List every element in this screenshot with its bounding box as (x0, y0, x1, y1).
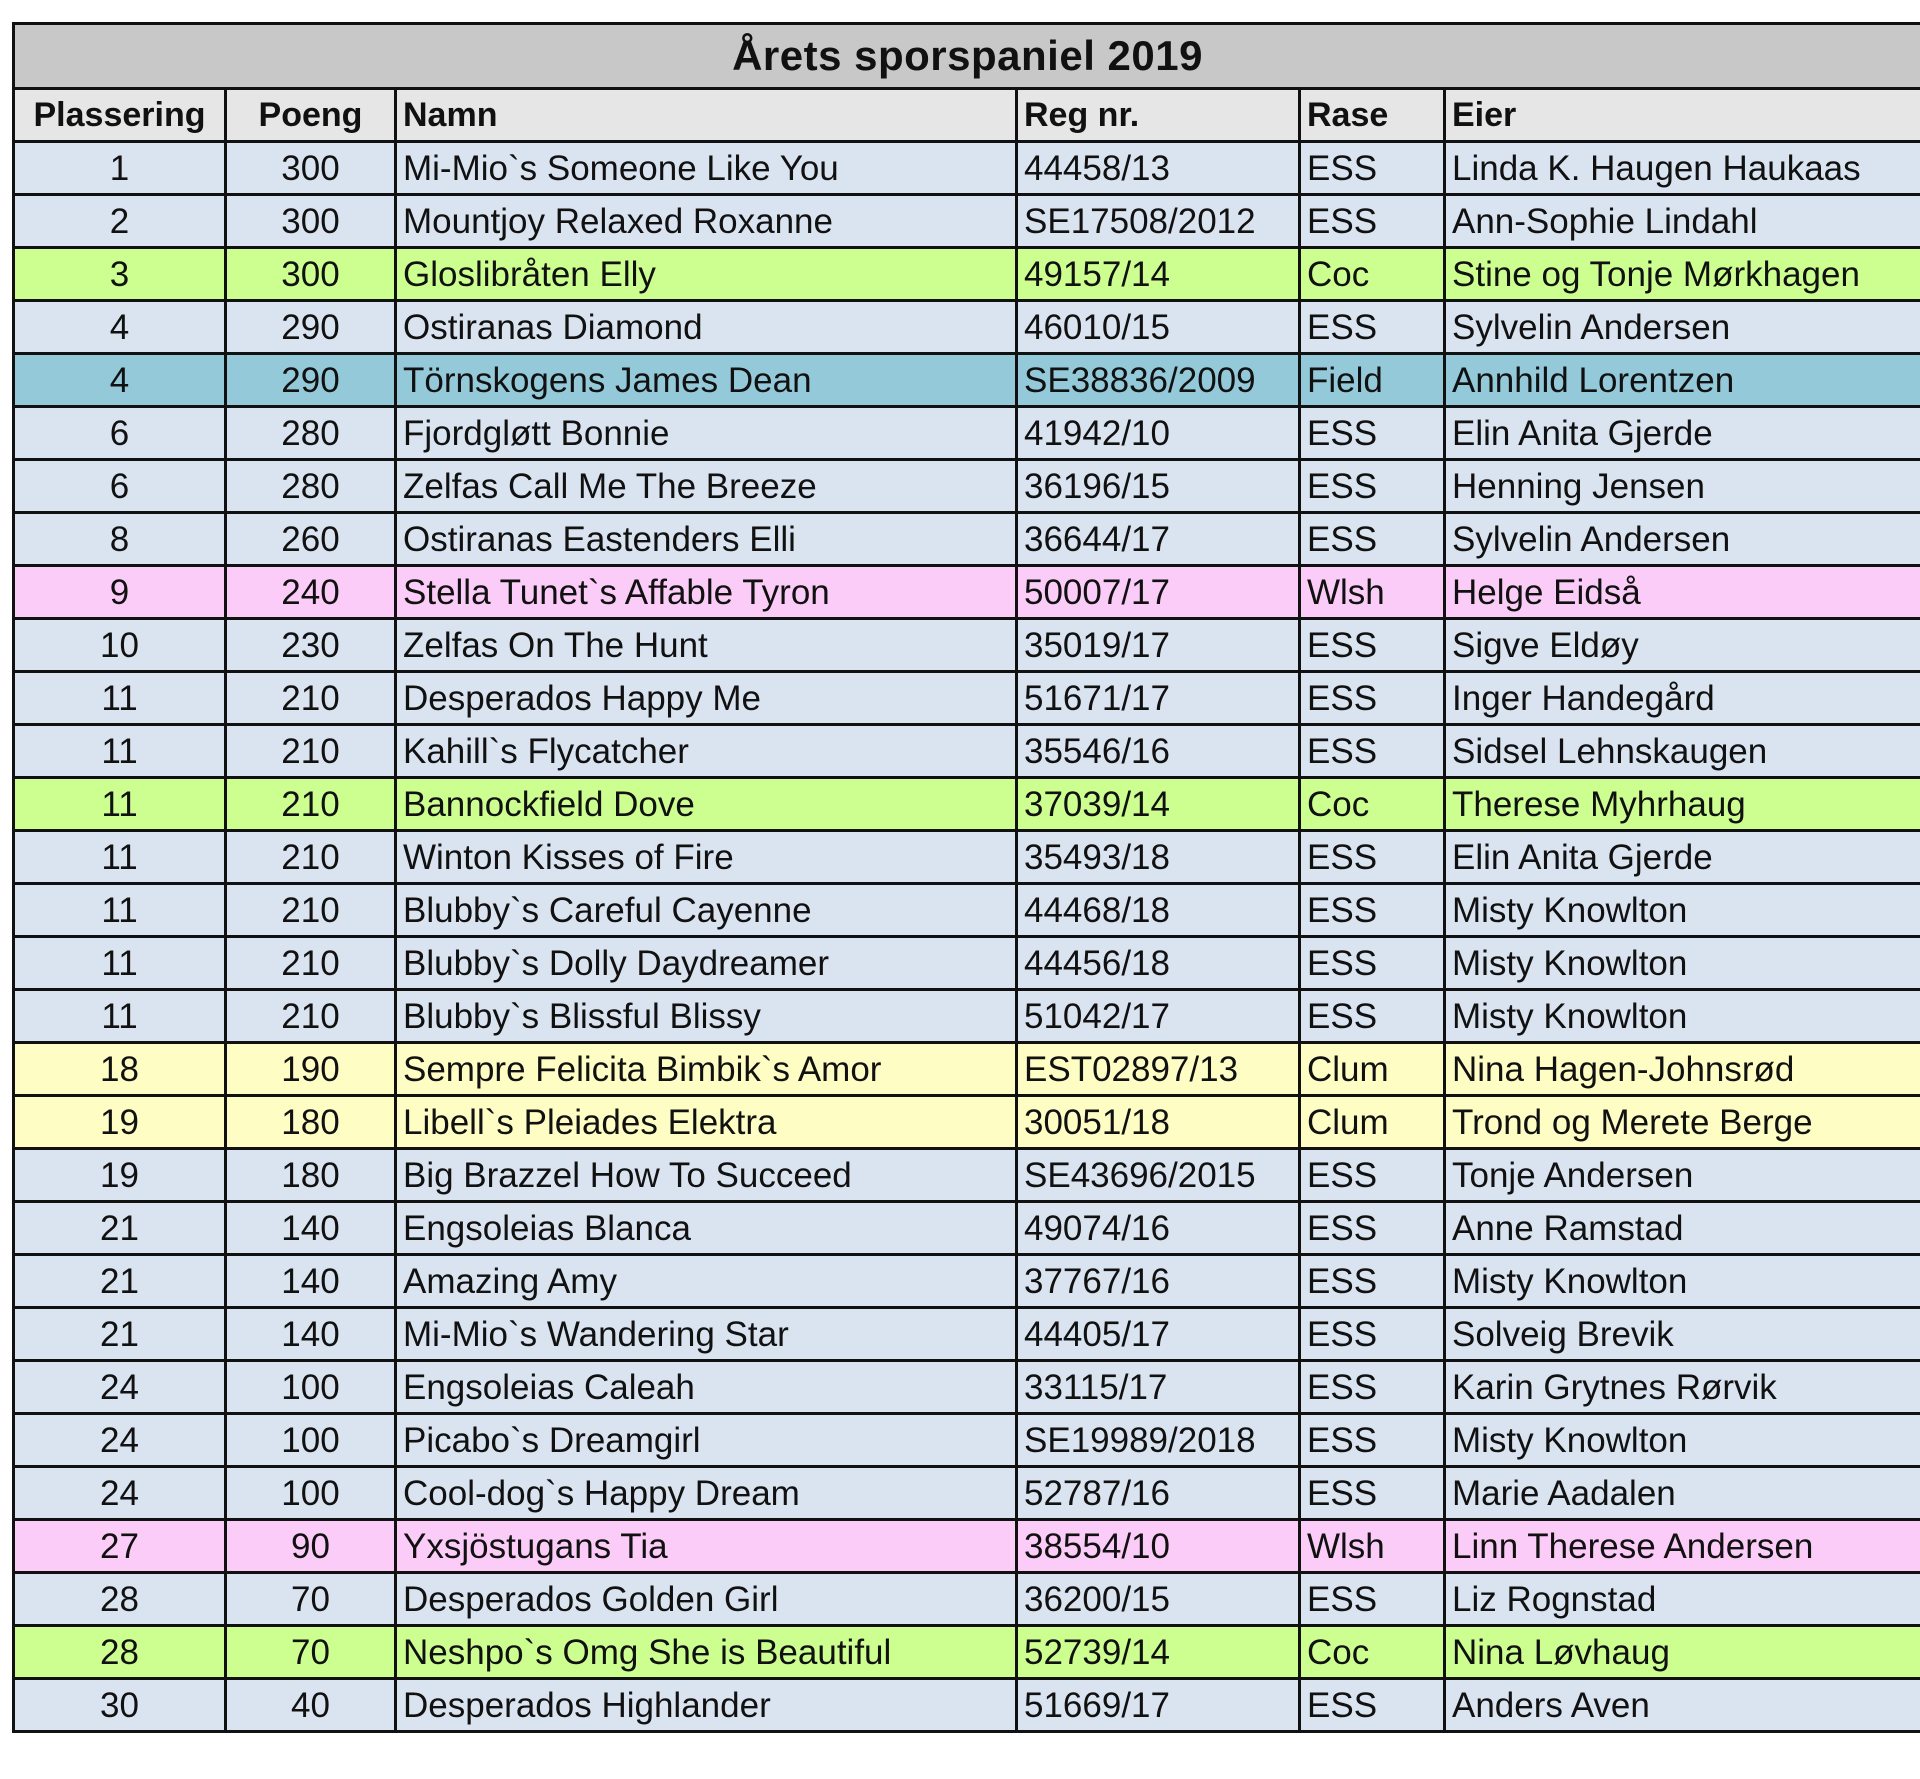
cell-reg-nr: 33115/17 (1017, 1361, 1300, 1414)
cell-reg-nr: SE19989/2018 (1017, 1414, 1300, 1467)
cell-reg-nr: SE43696/2015 (1017, 1149, 1300, 1202)
cell-name: Gloslibråten Elly (396, 248, 1017, 301)
cell-placement: 6 (14, 407, 226, 460)
table-row (14, 1361, 1920, 1414)
cell-breed: ESS (1300, 884, 1445, 937)
cell-name: Big Brazzel How To Succeed (396, 1149, 1017, 1202)
cell-owner: Marie Aadalen (1445, 1467, 1920, 1520)
title-row (14, 24, 1920, 89)
cell-placement: 11 (14, 778, 226, 831)
header-owner: Eier (1445, 89, 1920, 142)
cell-owner: Anders Aven (1445, 1679, 1920, 1732)
cell-reg-nr: 52787/16 (1017, 1467, 1300, 1520)
cell-points: 90 (226, 1520, 396, 1573)
cell-name: Neshpo`s Omg She is Beautiful (396, 1626, 1017, 1679)
cell-name: Mountjoy Relaxed Roxanne (396, 195, 1017, 248)
cell-reg-nr: SE38836/2009 (1017, 354, 1300, 407)
cell-owner: Stine og Tonje Mørkhagen (1445, 248, 1920, 301)
cell-placement: 21 (14, 1255, 226, 1308)
cell-name: Zelfas Call Me The Breeze (396, 460, 1017, 513)
cell-owner: Tonje Andersen (1445, 1149, 1920, 1202)
cell-placement: 21 (14, 1308, 226, 1361)
cell-placement: 8 (14, 513, 226, 566)
cell-breed: Coc (1300, 1626, 1445, 1679)
cell-placement: 11 (14, 990, 226, 1043)
cell-owner: Trond og Merete Berge (1445, 1096, 1920, 1149)
header-name: Namn (396, 89, 1017, 142)
cell-owner: Sigve Eldøy (1445, 619, 1920, 672)
cell-name: Blubby`s Dolly Daydreamer (396, 937, 1017, 990)
cell-owner: Nina Løvhaug (1445, 1626, 1920, 1679)
cell-owner: Liz Rognstad (1445, 1573, 1920, 1626)
cell-breed: ESS (1300, 725, 1445, 778)
cell-points: 140 (226, 1308, 396, 1361)
cell-placement: 11 (14, 725, 226, 778)
cell-breed: Wlsh (1300, 566, 1445, 619)
cell-placement: 11 (14, 884, 226, 937)
table-row (14, 1043, 1920, 1096)
cell-reg-nr: SE17508/2012 (1017, 195, 1300, 248)
cell-name: Engsoleias Caleah (396, 1361, 1017, 1414)
cell-reg-nr: 51669/17 (1017, 1679, 1300, 1732)
header-reg-nr: Reg nr. (1017, 89, 1300, 142)
cell-reg-nr: EST02897/13 (1017, 1043, 1300, 1096)
cell-placement: 19 (14, 1149, 226, 1202)
cell-breed: Field (1300, 354, 1445, 407)
cell-breed: Coc (1300, 248, 1445, 301)
cell-owner: Elin Anita Gjerde (1445, 407, 1920, 460)
header-points: Poeng (226, 89, 396, 142)
cell-owner: Linda K. Haugen Haukaas (1445, 142, 1920, 195)
cell-points: 190 (226, 1043, 396, 1096)
cell-name: Yxsjöstugans Tia (396, 1520, 1017, 1573)
table-row (14, 195, 1920, 248)
cell-name: Cool-dog`s Happy Dream (396, 1467, 1017, 1520)
cell-points: 290 (226, 301, 396, 354)
cell-name: Mi-Mio`s Wandering Star (396, 1308, 1017, 1361)
cell-owner: Misty Knowlton (1445, 1255, 1920, 1308)
cell-breed: ESS (1300, 937, 1445, 990)
cell-points: 240 (226, 566, 396, 619)
cell-points: 140 (226, 1202, 396, 1255)
cell-name: Bannockfield Dove (396, 778, 1017, 831)
cell-points: 280 (226, 407, 396, 460)
cell-points: 230 (226, 619, 396, 672)
cell-reg-nr: 41942/10 (1017, 407, 1300, 460)
cell-breed: ESS (1300, 831, 1445, 884)
cell-reg-nr: 49157/14 (1017, 248, 1300, 301)
cell-placement: 21 (14, 1202, 226, 1255)
cell-placement: 11 (14, 937, 226, 990)
cell-owner: Misty Knowlton (1445, 937, 1920, 990)
ranking-table (12, 22, 1920, 1733)
table-row (14, 1573, 1920, 1626)
cell-placement: 24 (14, 1467, 226, 1520)
table-row (14, 1308, 1920, 1361)
cell-owner: Misty Knowlton (1445, 990, 1920, 1043)
spreadsheet (12, 22, 1920, 1733)
table-row (14, 513, 1920, 566)
cell-owner: Linn Therese Andersen (1445, 1520, 1920, 1573)
cell-name: Desperados Happy Me (396, 672, 1017, 725)
cell-name: Desperados Highlander (396, 1679, 1017, 1732)
cell-reg-nr: 36644/17 (1017, 513, 1300, 566)
cell-points: 290 (226, 354, 396, 407)
cell-placement: 11 (14, 831, 226, 884)
cell-owner: Elin Anita Gjerde (1445, 831, 1920, 884)
cell-breed: Wlsh (1300, 1520, 1445, 1573)
table-row (14, 672, 1920, 725)
table-row (14, 1626, 1920, 1679)
header-placement: Plassering (14, 89, 226, 142)
cell-points: 210 (226, 778, 396, 831)
cell-placement: 3 (14, 248, 226, 301)
cell-owner: Nina Hagen-Johnsrød (1445, 1043, 1920, 1096)
cell-points: 210 (226, 672, 396, 725)
cell-points: 40 (226, 1679, 396, 1732)
header-row (14, 89, 1920, 142)
cell-placement: 10 (14, 619, 226, 672)
cell-points: 210 (226, 831, 396, 884)
cell-name: Blubby`s Careful Cayenne (396, 884, 1017, 937)
cell-reg-nr: 49074/16 (1017, 1202, 1300, 1255)
cell-owner: Henning Jensen (1445, 460, 1920, 513)
table-row (14, 1096, 1920, 1149)
cell-breed: ESS (1300, 1202, 1445, 1255)
cell-points: 260 (226, 513, 396, 566)
cell-name: Zelfas On The Hunt (396, 619, 1017, 672)
cell-owner: Misty Knowlton (1445, 884, 1920, 937)
table-row (14, 1467, 1920, 1520)
cell-owner: Therese Myhrhaug (1445, 778, 1920, 831)
cell-placement: 6 (14, 460, 226, 513)
cell-breed: ESS (1300, 619, 1445, 672)
table-row (14, 725, 1920, 778)
cell-name: Blubby`s Blissful Blissy (396, 990, 1017, 1043)
cell-points: 210 (226, 937, 396, 990)
cell-breed: Coc (1300, 778, 1445, 831)
cell-points: 100 (226, 1414, 396, 1467)
table-row (14, 301, 1920, 354)
table-row (14, 778, 1920, 831)
cell-name: Picabo`s Dreamgirl (396, 1414, 1017, 1467)
cell-reg-nr: 52739/14 (1017, 1626, 1300, 1679)
cell-placement: 4 (14, 354, 226, 407)
cell-reg-nr: 46010/15 (1017, 301, 1300, 354)
cell-reg-nr: 37767/16 (1017, 1255, 1300, 1308)
cell-reg-nr: 44468/18 (1017, 884, 1300, 937)
cell-points: 280 (226, 460, 396, 513)
cell-reg-nr: 50007/17 (1017, 566, 1300, 619)
cell-breed: ESS (1300, 1467, 1445, 1520)
table-row (14, 248, 1920, 301)
table-row (14, 990, 1920, 1043)
cell-owner: Sylvelin Andersen (1445, 513, 1920, 566)
table-row (14, 354, 1920, 407)
cell-points: 180 (226, 1096, 396, 1149)
cell-points: 210 (226, 884, 396, 937)
cell-owner: Inger Handegård (1445, 672, 1920, 725)
cell-placement: 28 (14, 1626, 226, 1679)
cell-reg-nr: 35493/18 (1017, 831, 1300, 884)
cell-placement: 30 (14, 1679, 226, 1732)
cell-points: 100 (226, 1361, 396, 1414)
cell-breed: ESS (1300, 1414, 1445, 1467)
cell-points: 70 (226, 1573, 396, 1626)
cell-breed: ESS (1300, 1361, 1445, 1414)
cell-owner: Helge Eidså (1445, 566, 1920, 619)
cell-breed: ESS (1300, 1149, 1445, 1202)
cell-breed: ESS (1300, 513, 1445, 566)
cell-placement: 19 (14, 1096, 226, 1149)
cell-breed: ESS (1300, 1308, 1445, 1361)
cell-breed: Clum (1300, 1043, 1445, 1096)
table-title: Årets sporspaniel 2019 (14, 24, 1920, 89)
cell-placement: 24 (14, 1361, 226, 1414)
cell-points: 70 (226, 1626, 396, 1679)
cell-breed: Clum (1300, 1096, 1445, 1149)
cell-points: 300 (226, 142, 396, 195)
table-row (14, 1520, 1920, 1573)
cell-breed: ESS (1300, 1679, 1445, 1732)
table-row (14, 460, 1920, 513)
table-row (14, 1255, 1920, 1308)
cell-name: Amazing Amy (396, 1255, 1017, 1308)
cell-name: Ostiranas Diamond (396, 301, 1017, 354)
cell-breed: ESS (1300, 1573, 1445, 1626)
cell-reg-nr: 36196/15 (1017, 460, 1300, 513)
cell-name: Fjordgløtt Bonnie (396, 407, 1017, 460)
cell-owner: Ann-Sophie Lindahl (1445, 195, 1920, 248)
table-row (14, 1679, 1920, 1732)
table-row (14, 566, 1920, 619)
cell-owner: Sidsel Lehnskaugen (1445, 725, 1920, 778)
cell-breed: ESS (1300, 990, 1445, 1043)
cell-points: 210 (226, 725, 396, 778)
table-row (14, 831, 1920, 884)
table-row (14, 407, 1920, 460)
cell-breed: ESS (1300, 195, 1445, 248)
cell-placement: 11 (14, 672, 226, 725)
table-row (14, 884, 1920, 937)
cell-owner: Solveig Brevik (1445, 1308, 1920, 1361)
cell-owner: Anne Ramstad (1445, 1202, 1920, 1255)
cell-owner: Annhild Lorentzen (1445, 354, 1920, 407)
cell-name: Desperados Golden Girl (396, 1573, 1017, 1626)
cell-reg-nr: 51671/17 (1017, 672, 1300, 725)
table-row (14, 1149, 1920, 1202)
table-row (14, 142, 1920, 195)
cell-owner: Sylvelin Andersen (1445, 301, 1920, 354)
cell-points: 300 (226, 195, 396, 248)
cell-name: Ostiranas Eastenders Elli (396, 513, 1017, 566)
cell-reg-nr: 35019/17 (1017, 619, 1300, 672)
cell-points: 140 (226, 1255, 396, 1308)
cell-breed: ESS (1300, 672, 1445, 725)
cell-reg-nr: 44456/18 (1017, 937, 1300, 990)
cell-name: Stella Tunet`s Affable Tyron (396, 566, 1017, 619)
cell-points: 180 (226, 1149, 396, 1202)
cell-placement: 4 (14, 301, 226, 354)
cell-owner: Karin Grytnes Rørvik (1445, 1361, 1920, 1414)
cell-placement: 1 (14, 142, 226, 195)
cell-placement: 24 (14, 1414, 226, 1467)
cell-reg-nr: 36200/15 (1017, 1573, 1300, 1626)
cell-placement: 9 (14, 566, 226, 619)
cell-placement: 2 (14, 195, 226, 248)
cell-owner: Misty Knowlton (1445, 1414, 1920, 1467)
header-breed: Rase (1300, 89, 1445, 142)
cell-breed: ESS (1300, 301, 1445, 354)
cell-reg-nr: 51042/17 (1017, 990, 1300, 1043)
cell-breed: ESS (1300, 407, 1445, 460)
cell-breed: ESS (1300, 460, 1445, 513)
table-row (14, 1202, 1920, 1255)
cell-name: Sempre Felicita Bimbik`s Amor (396, 1043, 1017, 1096)
cell-name: Engsoleias Blanca (396, 1202, 1017, 1255)
cell-name: Kahill`s Flycatcher (396, 725, 1017, 778)
cell-reg-nr: 44458/13 (1017, 142, 1300, 195)
cell-placement: 28 (14, 1573, 226, 1626)
cell-name: Libell`s Pleiades Elektra (396, 1096, 1017, 1149)
cell-name: Winton Kisses of Fire (396, 831, 1017, 884)
cell-points: 100 (226, 1467, 396, 1520)
cell-name: Törnskogens James Dean (396, 354, 1017, 407)
cell-placement: 18 (14, 1043, 226, 1096)
cell-points: 210 (226, 990, 396, 1043)
table-body (14, 142, 1920, 1732)
table-row (14, 1414, 1920, 1467)
cell-points: 300 (226, 248, 396, 301)
cell-reg-nr: 35546/16 (1017, 725, 1300, 778)
cell-name: Mi-Mio`s Someone Like You (396, 142, 1017, 195)
cell-reg-nr: 37039/14 (1017, 778, 1300, 831)
table-row (14, 619, 1920, 672)
cell-breed: ESS (1300, 142, 1445, 195)
cell-reg-nr: 30051/18 (1017, 1096, 1300, 1149)
cell-breed: ESS (1300, 1255, 1445, 1308)
cell-reg-nr: 38554/10 (1017, 1520, 1300, 1573)
cell-placement: 27 (14, 1520, 226, 1573)
cell-reg-nr: 44405/17 (1017, 1308, 1300, 1361)
table-row (14, 937, 1920, 990)
